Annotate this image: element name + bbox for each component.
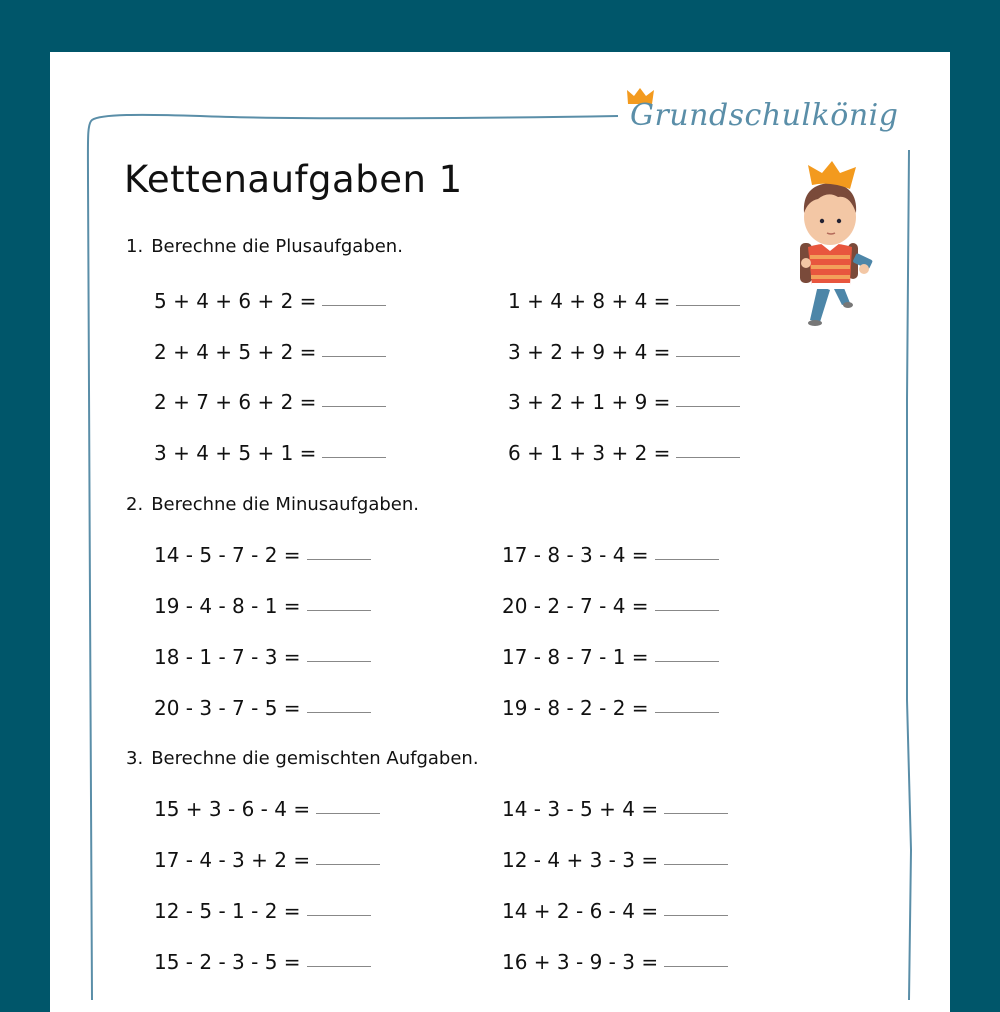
answer-blank[interactable] bbox=[322, 355, 386, 357]
equation-text: 6 + 1 + 3 + 2 = bbox=[508, 441, 671, 465]
equation-text: 20 - 2 - 7 - 4 = bbox=[502, 594, 649, 618]
page-title: Kettenaufgaben 1 bbox=[124, 158, 463, 201]
equation-text: 17 - 8 - 3 - 4 = bbox=[502, 543, 649, 567]
equation-text: 2 + 7 + 6 + 2 = bbox=[154, 390, 317, 414]
equation-text: 1 + 4 + 8 + 4 = bbox=[508, 289, 671, 313]
equation-text: 20 - 3 - 7 - 5 = bbox=[154, 696, 301, 720]
equation-text: 18 - 1 - 7 - 3 = bbox=[154, 645, 301, 669]
answer-blank[interactable] bbox=[307, 965, 371, 967]
equation-row bbox=[502, 899, 728, 923]
answer-blank[interactable] bbox=[307, 914, 371, 916]
answer-blank[interactable] bbox=[664, 863, 728, 865]
section-heading-text: Berechne die Minusaufgaben. bbox=[151, 494, 420, 515]
equation-text: 16 + 3 - 9 - 3 = bbox=[502, 950, 659, 974]
equation-row bbox=[502, 594, 719, 618]
equation-text: 3 + 4 + 5 + 1 = bbox=[154, 441, 317, 465]
answer-blank[interactable] bbox=[307, 660, 371, 662]
equation-row bbox=[508, 340, 740, 364]
equation-row bbox=[154, 645, 371, 669]
answer-blank[interactable] bbox=[655, 711, 719, 713]
answer-blank[interactable] bbox=[655, 558, 719, 560]
answer-blank[interactable] bbox=[676, 456, 740, 458]
answer-blank[interactable] bbox=[307, 711, 371, 713]
equation-text: 5 + 4 + 6 + 2 = bbox=[154, 289, 317, 313]
section-heading-text: Berechne die gemischten Aufgaben. bbox=[151, 748, 479, 769]
equation-row bbox=[154, 797, 380, 821]
equation-row bbox=[154, 390, 386, 414]
answer-blank[interactable] bbox=[316, 812, 380, 814]
equation-text: 12 - 4 + 3 - 3 = bbox=[502, 848, 659, 872]
equation-text: 15 - 2 - 3 - 5 = bbox=[154, 950, 301, 974]
equation-row bbox=[508, 441, 740, 465]
equation-row bbox=[154, 289, 386, 313]
equation-row bbox=[154, 594, 371, 618]
answer-blank[interactable] bbox=[676, 355, 740, 357]
answer-blank[interactable] bbox=[664, 812, 728, 814]
answer-blank[interactable] bbox=[316, 863, 380, 865]
equation-row bbox=[502, 950, 728, 974]
equation-row bbox=[154, 441, 386, 465]
answer-blank[interactable] bbox=[655, 660, 719, 662]
equation-text: 12 - 5 - 1 - 2 = bbox=[154, 899, 301, 923]
answer-blank[interactable] bbox=[322, 405, 386, 407]
equation-text: 15 + 3 - 6 - 4 = bbox=[154, 797, 311, 821]
answer-blank[interactable] bbox=[664, 914, 728, 916]
equation-text: 14 - 5 - 7 - 2 = bbox=[154, 543, 301, 567]
section-heading-minus bbox=[126, 494, 419, 515]
equation-row bbox=[502, 797, 728, 821]
answer-blank[interactable] bbox=[322, 304, 386, 306]
equation-row bbox=[508, 390, 740, 414]
equation-text: 14 - 3 - 5 + 4 = bbox=[502, 797, 659, 821]
equation-text: 19 - 8 - 2 - 2 = bbox=[502, 696, 649, 720]
equation-text: 17 - 4 - 3 + 2 = bbox=[154, 848, 311, 872]
section-number: 2. bbox=[126, 494, 144, 515]
answer-blank[interactable] bbox=[676, 405, 740, 407]
section-heading-plus bbox=[126, 236, 403, 257]
equation-row bbox=[508, 289, 740, 313]
equation-row bbox=[154, 340, 386, 364]
equation-text: 14 + 2 - 6 - 4 = bbox=[502, 899, 659, 923]
equation-text: 2 + 4 + 5 + 2 = bbox=[154, 340, 317, 364]
section-number: 3. bbox=[126, 748, 144, 769]
equation-row bbox=[154, 899, 371, 923]
answer-blank[interactable] bbox=[307, 609, 371, 611]
section-heading-text: Berechne die Plusaufgaben. bbox=[151, 236, 403, 257]
equation-text: 3 + 2 + 1 + 9 = bbox=[508, 390, 671, 414]
equation-row bbox=[502, 696, 719, 720]
equation-text: 17 - 8 - 7 - 1 = bbox=[502, 645, 649, 669]
equation-row bbox=[154, 848, 380, 872]
equation-text: 19 - 4 - 8 - 1 = bbox=[154, 594, 301, 618]
section-heading-mixed bbox=[126, 748, 479, 769]
answer-blank[interactable] bbox=[664, 965, 728, 967]
equation-row bbox=[154, 543, 371, 567]
answer-blank[interactable] bbox=[655, 609, 719, 611]
equation-text: 3 + 2 + 9 + 4 = bbox=[508, 340, 671, 364]
equation-row bbox=[502, 543, 719, 567]
boy-with-crown-illustration bbox=[780, 155, 880, 335]
equation-row bbox=[154, 950, 371, 974]
brand-logo: Grundschulkönig bbox=[630, 98, 899, 133]
answer-blank[interactable] bbox=[307, 558, 371, 560]
equation-row bbox=[154, 696, 371, 720]
answer-blank[interactable] bbox=[322, 456, 386, 458]
equation-row bbox=[502, 848, 728, 872]
section-number: 1. bbox=[126, 236, 144, 257]
answer-blank[interactable] bbox=[676, 304, 740, 306]
equation-row bbox=[502, 645, 719, 669]
